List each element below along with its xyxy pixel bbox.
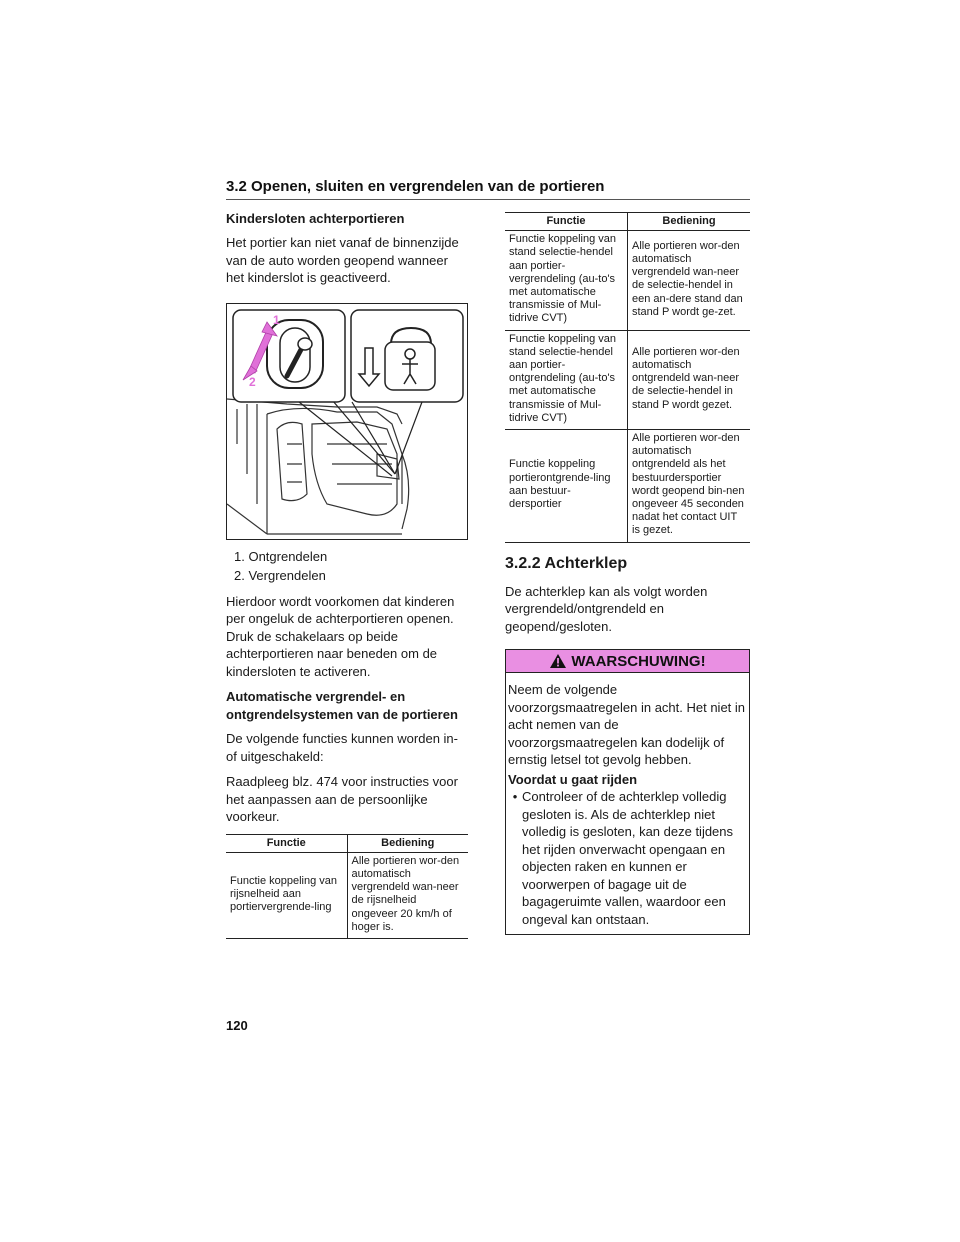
child-lock-intro: Het portier kan niet vanaf de binnenzijde van de auto worden geopend wanneer het kinderslot is geactiveerd. <box>226 235 459 285</box>
table-header-operation: Bediening <box>628 213 751 231</box>
list-item-unlock: 1. Ontgrendelen <box>234 548 328 564</box>
warning-subheading: Voordat u gaat rijden <box>508 771 638 787</box>
auto-lock-heading: Automatische vergrendel- en ontgrendelsystemen van de portieren <box>226 689 458 722</box>
table-cell-function: Functie koppeling portierontgrende-ling aan bestuur-dersportier <box>505 430 628 543</box>
table-cell-operation: Alle portieren wor-den automatisch ontgrendeld wan-neer de selectie-hendel in stand P wordt gezet. <box>628 330 751 429</box>
warning-body <box>506 673 749 934</box>
table-header-function: Functie <box>226 834 347 852</box>
figure-label-2: 2 <box>249 374 256 389</box>
table-cell-function: Functie koppeling van stand selectie-hendel aan portier-ontgrendeling (au-to's met automatische transmissie of Mul-tidrive CVT) <box>505 330 628 429</box>
section-title: 3.2 Openen, sluiten en vergrendelen van de portieren <box>226 178 605 195</box>
list-item-lock: 2. Vergrendelen <box>234 568 326 583</box>
left-column <box>226 210 468 939</box>
table-cell-function: Functie koppeling van rijsnelheid aan portiervergrende-ling <box>226 852 347 938</box>
table-cell-function: Functie koppeling van stand selectie-hendel aan portier-vergrendeling (au-to's met automatische transmissie of Mul-tidrive CVT) <box>505 231 628 330</box>
table-cell-operation: Alle portieren wor-den automatisch ontgrendeld als het bestuurdersportier wordt geopend bin-nen ongeveer 45 seconden nadat het contact UIT is gezet. <box>628 430 751 543</box>
bullet-dot: • <box>512 789 518 805</box>
table-cell-operation: Alle portieren wor-den automatisch vergrendeld wan-neer de selectie-hendel in een an-dere stand dan stand P wordt ge-zet. <box>628 231 751 330</box>
auto-lock-reference: Raadpleeg blz. 474 voor instructies voor het aanpassen aan de persoonlijke voorkeur. <box>226 774 458 824</box>
child-lock-explanation: Hierdoor wordt voorkomen dat kinderen per ongeluk de achterportieren openen. Druk de schakelaars op beide achterportieren naar beneden om de kindersloten te activeren. <box>226 593 455 679</box>
warning-bullet <box>508 788 747 928</box>
table-header-row <box>226 834 468 852</box>
section-divider <box>226 199 750 200</box>
table-row <box>226 852 468 938</box>
table-row <box>505 330 750 429</box>
figure-label-1: 1 <box>273 312 280 327</box>
warning-bullet-text: Controleer of de achterklep volledig gesloten is. Als de achterklep niet volledig is gesloten, kan deze tijdens het rijden onverwacht opengaan en objecten raken en kunnen er voorwerpen of bagage uit de bagageruimte vallen, waardoor een ongeval kan ontstaan. <box>522 789 734 927</box>
table-row <box>505 231 750 330</box>
table-header-operation: Bediening <box>347 834 468 852</box>
table-header-function: Functie <box>505 213 628 231</box>
warning-triangle-icon <box>549 653 567 669</box>
warning-header <box>506 650 749 673</box>
child-lock-illustration <box>226 303 468 540</box>
right-column <box>505 212 750 935</box>
functions-table-left <box>226 834 468 939</box>
warning-box <box>505 649 750 935</box>
auto-lock-intro: De volgende functies kunnen worden in- of uitgeschakeld: <box>226 731 458 764</box>
tailgate-heading: 3.2.2 Achterklep <box>505 554 628 572</box>
functions-table-right <box>505 212 750 543</box>
page-number: 120 <box>226 1018 248 1033</box>
warning-title: WAARSCHUWING! <box>571 652 706 670</box>
table-header-row <box>505 213 750 231</box>
child-lock-heading: Kindersloten achterportieren <box>226 211 405 226</box>
warning-intro: Neem de volgende voorzorgsmaatregelen in acht. Het niet in acht nemen van de voorzorgsmaatregelen kan dodelijk of ernstig letsel tot gevolg hebben. <box>508 682 746 768</box>
door-illustration-svg <box>227 304 467 539</box>
tailgate-intro: De achterklep kan als volgt worden vergrendeld/ontgrendeld en geopend/gesloten. <box>505 583 708 634</box>
table-row <box>505 430 750 543</box>
table-cell-operation: Alle portieren wor-den automatisch vergrendeld wan-neer de rijsnelheid ongeveer 20 km/h of hoger is. <box>347 852 468 938</box>
